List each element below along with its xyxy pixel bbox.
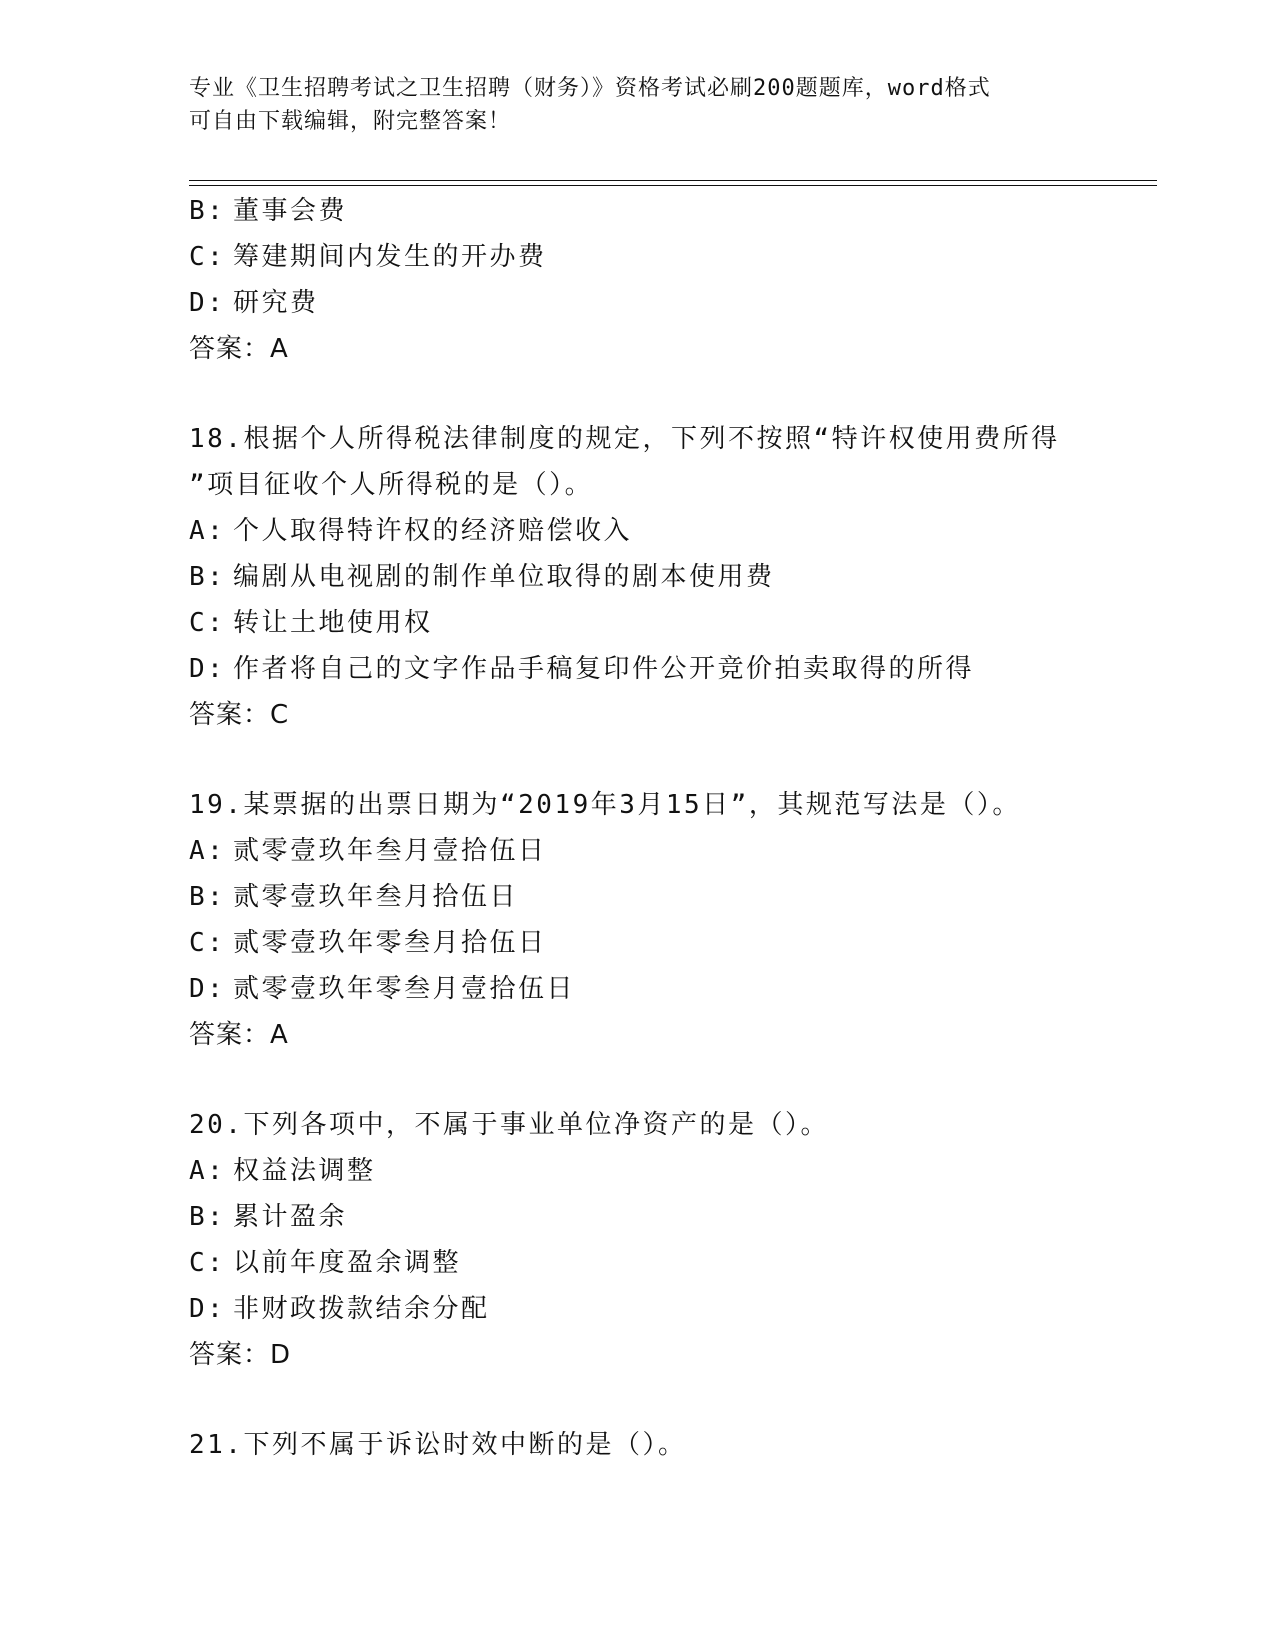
option-label: D: <box>189 654 226 684</box>
option-text: 研究费 <box>233 288 319 318</box>
option-label: C: <box>189 1248 226 1278</box>
option-line <box>189 1148 1149 1194</box>
option-line <box>189 646 1149 692</box>
option-label: B: <box>189 562 226 592</box>
question-block <box>189 188 1149 372</box>
option-text: 筹建期间内发生的开办费 <box>233 242 547 272</box>
option-text: 贰零壹玖年零叁月拾伍日 <box>233 928 547 958</box>
option-label: B: <box>189 1202 226 1232</box>
option-text: 贰零壹玖年叁月拾伍日 <box>233 882 519 912</box>
option-text: 编剧从电视剧的制作单位取得的剧本使用费 <box>233 562 775 592</box>
header-divider-top <box>189 180 1157 181</box>
question-block <box>189 782 1149 1058</box>
option-line <box>189 874 1149 920</box>
option-line <box>189 234 1149 280</box>
block-gap <box>189 372 1149 416</box>
question-block <box>189 1102 1149 1378</box>
question-text-line-1: 21.下列不属于诉讼时效中断的是（）。 <box>189 1430 687 1460</box>
option-label: D: <box>189 1294 226 1324</box>
question-text-line-1: 18.根据个人所得税法律制度的规定，下列不按照“特许权使用费所得 <box>189 424 1060 454</box>
question-text-line-1: 20.下列各项中，不属于事业单位净资产的是（）。 <box>189 1110 829 1140</box>
answer-line: 答案：C <box>189 700 290 730</box>
option-line <box>189 188 1149 234</box>
option-line <box>189 920 1149 966</box>
option-line <box>189 554 1149 600</box>
question-list <box>189 188 1149 1468</box>
option-line <box>189 828 1149 874</box>
option-text: 以前年度盈余调整 <box>233 1248 462 1278</box>
question-text-line-1: 19.某票据的出票日期为“2019年3月15日”，其规范写法是（）。 <box>189 790 1021 820</box>
block-gap <box>189 1378 1149 1422</box>
option-line <box>189 1240 1149 1286</box>
option-label: C: <box>189 608 226 638</box>
option-label: C: <box>189 928 226 958</box>
option-text: 贰零壹玖年叁月壹拾伍日 <box>233 836 547 866</box>
option-label: C: <box>189 242 226 272</box>
option-label: B: <box>189 196 226 226</box>
option-line <box>189 280 1149 326</box>
option-label: A: <box>189 1156 226 1186</box>
option-line <box>189 508 1149 554</box>
option-label: A: <box>189 836 226 866</box>
option-line <box>189 966 1149 1012</box>
option-text: 权益法调整 <box>233 1156 376 1186</box>
option-text: 转让土地使用权 <box>233 608 433 638</box>
block-gap <box>189 1058 1149 1102</box>
option-line <box>189 1286 1149 1332</box>
header-divider-bottom <box>189 185 1157 186</box>
option-label: A: <box>189 516 226 546</box>
header-line-2: 可自由下载编辑，附完整答案！ <box>189 109 512 134</box>
option-label: D: <box>189 974 226 1004</box>
document-header <box>189 72 1089 138</box>
option-line <box>189 600 1149 646</box>
question-block <box>189 1422 1149 1468</box>
answer-line: 答案：A <box>189 334 289 364</box>
option-text: 累计盈余 <box>233 1202 348 1232</box>
question-block <box>189 416 1149 738</box>
block-gap <box>189 738 1149 782</box>
question-text-line-2: ”项目征收个人所得税的是（）。 <box>189 470 594 500</box>
option-label: D: <box>189 288 226 318</box>
option-text: 个人取得特许权的经济赔偿收入 <box>233 516 633 546</box>
option-text: 非财政拨款结余分配 <box>233 1294 490 1324</box>
header-line-1: 专业《卫生招聘考试之卫生招聘（财务）》资格考试必刷200题题库，word格式 <box>189 76 991 101</box>
option-text: 董事会费 <box>233 196 348 226</box>
answer-line: 答案：D <box>189 1340 292 1370</box>
answer-line: 答案：A <box>189 1020 289 1050</box>
option-line <box>189 1194 1149 1240</box>
option-text: 作者将自己的文字作品手稿复印件公开竞价拍卖取得的所得 <box>233 654 975 684</box>
option-text: 贰零壹玖年零叁月壹拾伍日 <box>233 974 576 1004</box>
option-label: B: <box>189 882 226 912</box>
